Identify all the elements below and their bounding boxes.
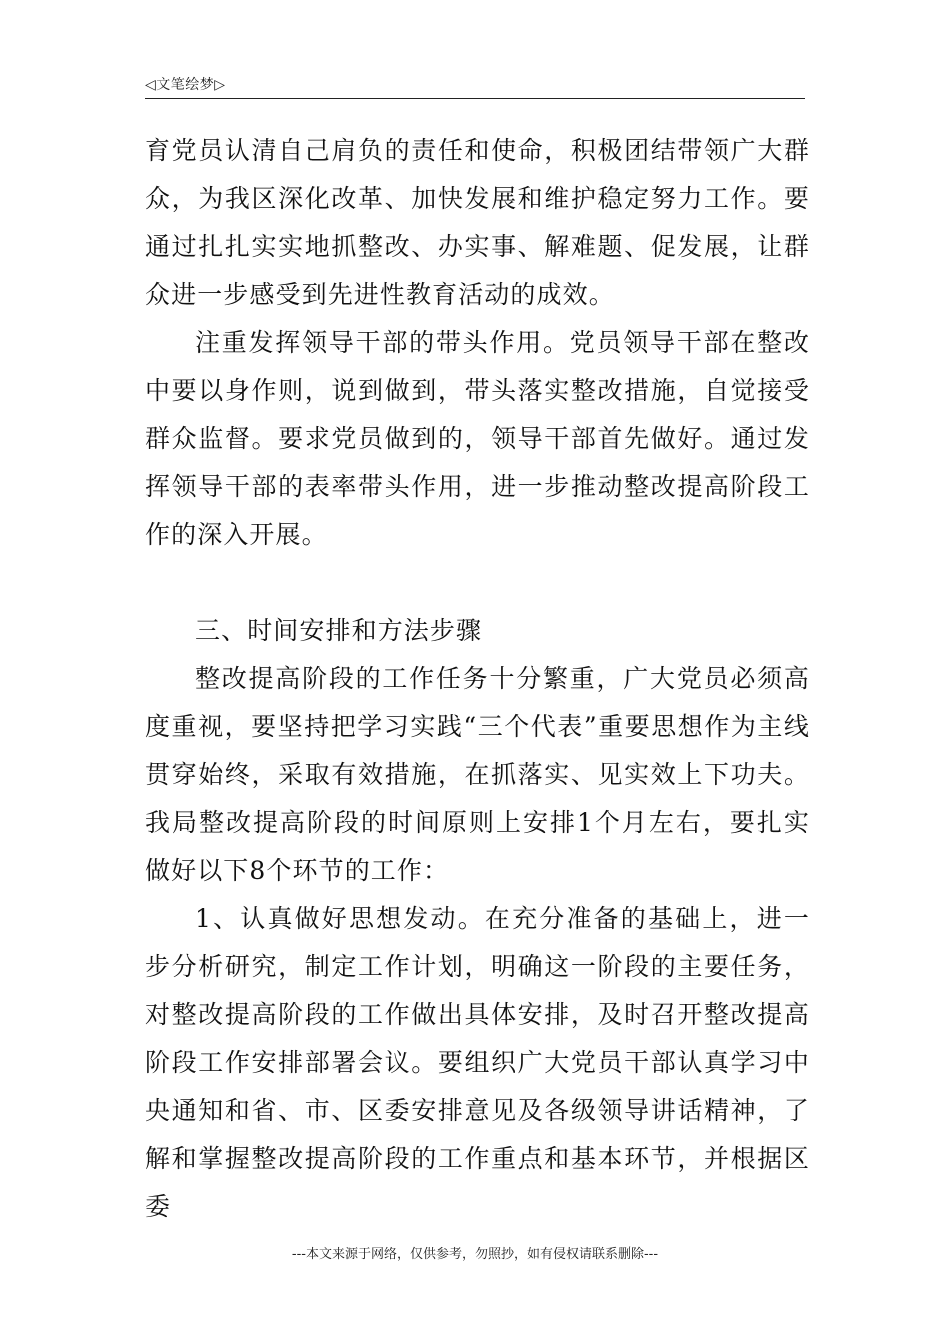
page-footer: ---本文来源于网络，仅供参考，勿照抄，如有侵权请联系删除--- [291,1247,659,1262]
document-body [145,127,810,1231]
paragraph-continued: 育党员认清自己肩负的责任和使命，积极团结带领广大群众，为我区深化改革、加快发展和维护稳定努力工作。要通过扎扎实实地抓整改、办实事、解难题、促发展，让群众进一步感受到先进性教育活动的成效。 [145,136,810,309]
paragraph-schedule: 整改提高阶段的工作任务十分繁重，广大党员必须高度重视，要坚持把学习实践“三个代表”重要思想作为主线贯穿始终，采取有效措施，在抓落实、见实效上下功夫。我局整改提高阶段的时间原则上安排1个月左右，要扎实做好以下8个环节的工作： [145,664,810,885]
paragraph-step-1: 1、认真做好思想发动。在充分准备的基础上，进一步分析研究，制定工作计划，明确这一阶段的主要任务，对整改提高阶段的工作做出具体安排，及时召开整改提高阶段工作安排部署会议。要组织广大党员干部认真学习中央通知和省、市、区委安排意见及各级领导讲话精神，了解和掌握整改提高阶段的工作重点和基本环节，并根据区委 [145,904,810,1221]
paragraph-leader-role: 注重发挥领导干部的带头作用。党员领导干部在整改中要以身作则，说到做到，带头落实整改措施，自觉接受群众监督。要求党员做到的，领导干部首先做好。通过发挥领导干部的表率带头作用，进一步推动整改提高阶段工作的深入开展。 [145,328,810,549]
header-title: ◁文笔绘梦▷ [145,77,226,93]
page-header [145,72,805,99]
section-spacer [145,559,810,607]
section-heading: 三、时间安排和方法步骤 [195,616,483,645]
